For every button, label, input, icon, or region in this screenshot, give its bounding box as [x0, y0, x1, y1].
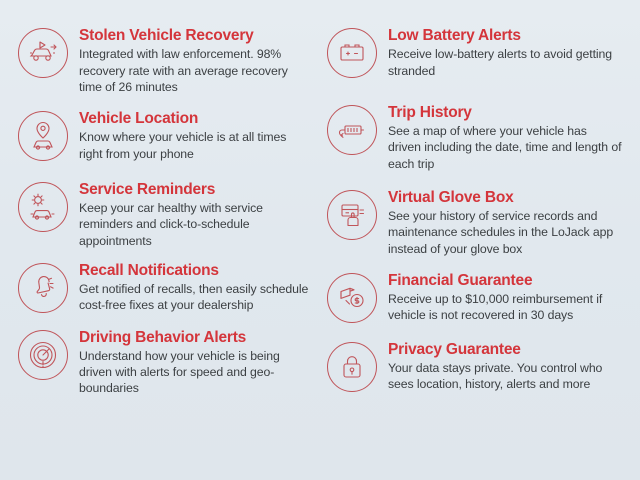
feature-title: Financial Guarantee — [388, 271, 533, 289]
feature-description: Your data stays private. You control who sees location, history, alerts and more — [388, 360, 603, 392]
feature-description: Know where your vehicle is at all times right from your phone — [79, 130, 287, 161]
feature-stolen-vehicle-recovery — [18, 26, 313, 95]
feature-text — [388, 188, 622, 257]
feature-title: Virtual Glove Box — [388, 188, 514, 206]
feature-text — [388, 340, 622, 393]
feature-financial-guarantee — [327, 271, 622, 324]
low-battery-alerts-battery-icon — [327, 28, 377, 78]
feature-description: Keep your car healthy with service reminders and click-to-schedule appointments — [79, 201, 263, 248]
service-reminders-gear-icon — [18, 182, 68, 232]
feature-title: Driving Behavior Alerts — [79, 328, 247, 346]
feature-text — [79, 261, 313, 314]
feature-text — [79, 180, 313, 249]
driving-behavior-alerts-speedometer-icon — [18, 330, 68, 380]
financial-guarantee-money-icon — [327, 273, 377, 323]
privacy-guarantee-lock-icon — [327, 342, 377, 392]
feature-low-battery-alerts — [327, 26, 622, 79]
feature-text — [79, 328, 313, 397]
feature-description: Integrated with law enforcement. 98% recovery rate with an average recovery time of 26 minutes — [79, 47, 288, 94]
feature-text — [388, 26, 622, 79]
vehicle-location-pin-icon — [18, 111, 68, 161]
feature-recall-notifications — [18, 261, 313, 314]
recall-notifications-bell-icon — [18, 263, 68, 313]
feature-title: Privacy Guarantee — [388, 340, 521, 358]
feature-column-left — [18, 24, 313, 464]
feature-description: See a map of where your vehicle has driven including the date, time and length of each trip — [388, 124, 622, 171]
trip-history-route-icon — [327, 105, 377, 155]
feature-text — [388, 103, 622, 172]
stolen-vehicle-recovery-icon — [18, 28, 68, 78]
feature-text — [388, 271, 622, 324]
feature-description: Understand how your vehicle is being driven with alerts for speed and geo-boundaries — [79, 348, 280, 396]
feature-columns — [18, 24, 622, 464]
feature-description: See your history of service records and maintenance schedules in the LoJack app instead of your glove box — [388, 209, 614, 256]
virtual-glove-box-icon — [327, 190, 377, 240]
feature-trip-history — [327, 103, 622, 172]
feature-title: Trip History — [388, 103, 472, 121]
feature-driving-behavior-alerts — [18, 328, 313, 397]
feature-vehicle-location — [18, 109, 313, 162]
feature-description: Get notified of recalls, then easily schedule cost-free fixes at your dealership — [79, 282, 309, 313]
feature-text — [79, 26, 313, 95]
feature-title: Recall Notifications — [79, 261, 219, 279]
feature-column-right — [327, 24, 622, 464]
feature-title: Service Reminders — [79, 180, 216, 198]
feature-description: Receive up to $10,000 reimbursement if vehicle is not recovered in 30 days — [388, 292, 603, 323]
feature-description: Receive low-battery alerts to avoid getting stranded — [388, 47, 612, 78]
feature-title: Low Battery Alerts — [388, 27, 521, 44]
feature-privacy-guarantee — [327, 340, 622, 393]
feature-title: Stolen Vehicle Recovery — [79, 27, 254, 44]
feature-text — [79, 109, 313, 162]
feature-virtual-glove-box — [327, 188, 622, 257]
feature-title: Vehicle Location — [79, 110, 199, 128]
feature-service-reminders — [18, 180, 313, 249]
